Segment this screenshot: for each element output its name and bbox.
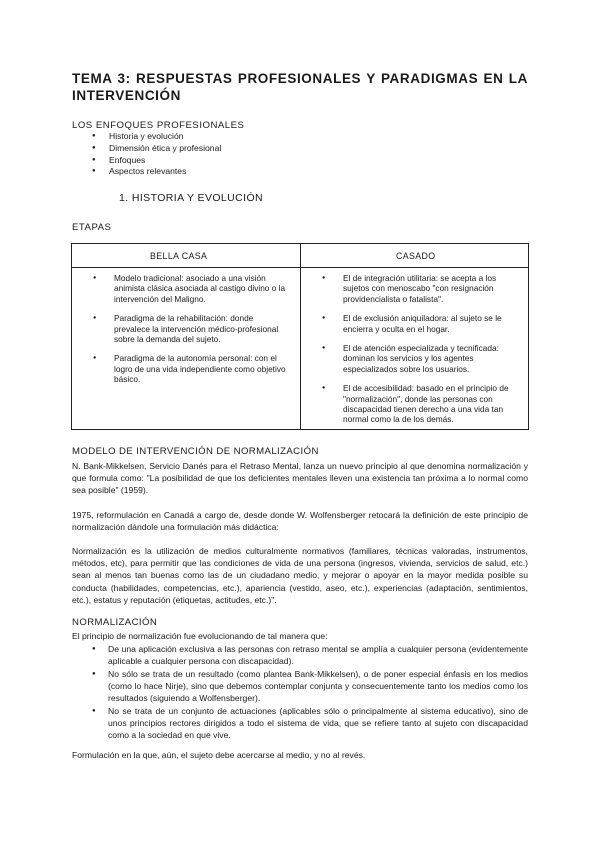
- enfoques-list: [92, 131, 221, 178]
- etapas-table: [71, 243, 529, 430]
- column-header-bella-casa: BELLA CASA: [72, 244, 301, 268]
- list-item: ● El de exclusión aniquiladora: al sujeto se le encierra y oculta en el hogar.: [317, 313, 518, 334]
- column-header-casado: CASADO: [301, 244, 529, 268]
- paragraph-definicion: Normalización es la utilización de medios culturalmente normativos (familiares, técnicas valoradas, instrumentos, métodos, etc), para permitir que las condiciones de vida de una persona (ingresos, vivienda, servicios de salud, etc.) sean al menos tan buenas como las de un ciudadano medio, y mejorar o apoyar en la mayor medida posible su conducta (habilidades, competencias, etc.), apariencia (vestido, aseo, etc.), experiencias (adaptación, sentimientos, etc.), estatus y reputación (etiquetas, actitudes, etc.)".: [72, 546, 528, 605]
- list-item: ● Enfoques: [92, 155, 221, 167]
- paragraph-normalizacion-intro: El principio de normalización fue evolucionando de tal manera que:: [72, 631, 328, 641]
- normalizacion-list: [92, 643, 528, 742]
- page-title: TEMA 3: RESPUESTAS PROFESIONALES Y PARADIGMAS EN LA INTERVENCIÓN: [72, 71, 528, 103]
- paragraph-bank-mikkelsen: N. Bank-Mikkelsen, Servicio Danés para el Retraso Mental, lanza un nuevo principio al que denomina normalización y que formula como: "La posibilidad de que los deficientes mentales lleven una existencia tan próxima a lo normal como sea posible" (1959).: [72, 461, 528, 496]
- enfoques-heading: LOS ENFOQUES PROFESIONALES: [72, 120, 245, 131]
- table-cell-casado: [301, 268, 529, 430]
- table-row: [72, 268, 529, 430]
- normalizacion-heading: NORMALIZACIÓN: [72, 617, 158, 628]
- list-item: ● Paradigma de la autonomía personal: con el logro de una vida independiente como objetivo básico.: [88, 353, 290, 384]
- paragraph-closing: Formulación en la que, aún, el sujeto debe acercarse al medio, y no al revés.: [72, 750, 366, 760]
- etapas-heading: ETAPAS: [72, 222, 112, 233]
- list-item: ● El de integración utilitaria: se acepta a los sujetos con menoscabo "con resignación providencialista o fatalista".: [317, 273, 518, 304]
- section-heading-historia: 1. HISTORIA Y EVOLUCIÓN: [119, 192, 263, 204]
- paragraph-reformulacion: 1975, reformulación en Canadá a cargo de, desde donde W. Wolfensberger retocará la definición de este principio de normalización dándole una formulación más didáctica:: [72, 510, 528, 533]
- list-item: ● Historia y evolución: [92, 131, 221, 143]
- list-item: ● Dimensión ética y profesional: [92, 143, 221, 155]
- list-item: ● Modelo tradicional: asociado a una visión animista clásica asociada al castigo divino o la intervención del Maligno.: [88, 273, 290, 304]
- table-cell-bella-casa: [72, 268, 301, 430]
- list-item: ● No sólo se trata de un resultado (como plantea Bank-Mikkelsen), o de poner especial énfasis en los medios (como lo hace Nirje), sino que debemos contemplar conjunta y consecuentemente tanto los medios como los resultados (siguiendo a Wolfensberger).: [92, 668, 528, 705]
- list-item: ● De una aplicación exclusiva a las personas con retraso mental se amplía a cualquier persona (evidentemente aplicable a cualquier persona con discapacidad).: [92, 643, 528, 667]
- list-item: ● El de atención especializada y tecnificada: dominan los servicios y los agentes especializados sobre los usuarios.: [317, 343, 518, 374]
- list-item: ● Aspectos relevantes: [92, 166, 221, 178]
- list-item: ● Paradigma de la rehabilitación: donde prevalece la intervención médico-profesional sobre la demanda del sujeto.: [88, 313, 290, 344]
- modelo-heading: MODELO DE INTERVENCIÓN DE NORMALIZACIÓN: [72, 446, 319, 457]
- list-item: ● El de accesibilidad: basado en el principio de "normalización", donde las personas con discapacidad tienen derecho a una vida tan normal como la de los demás.: [317, 383, 518, 425]
- list-item: ● No se trata de un conjunto de actuaciones (aplicables sólo o principalmente al sistema educativo), sino de unos principios rectores dirigidos a todo el sistema de vida, que se refiere tanto al sujeto con discapacidad como a la sociedad en que vive.: [92, 705, 528, 742]
